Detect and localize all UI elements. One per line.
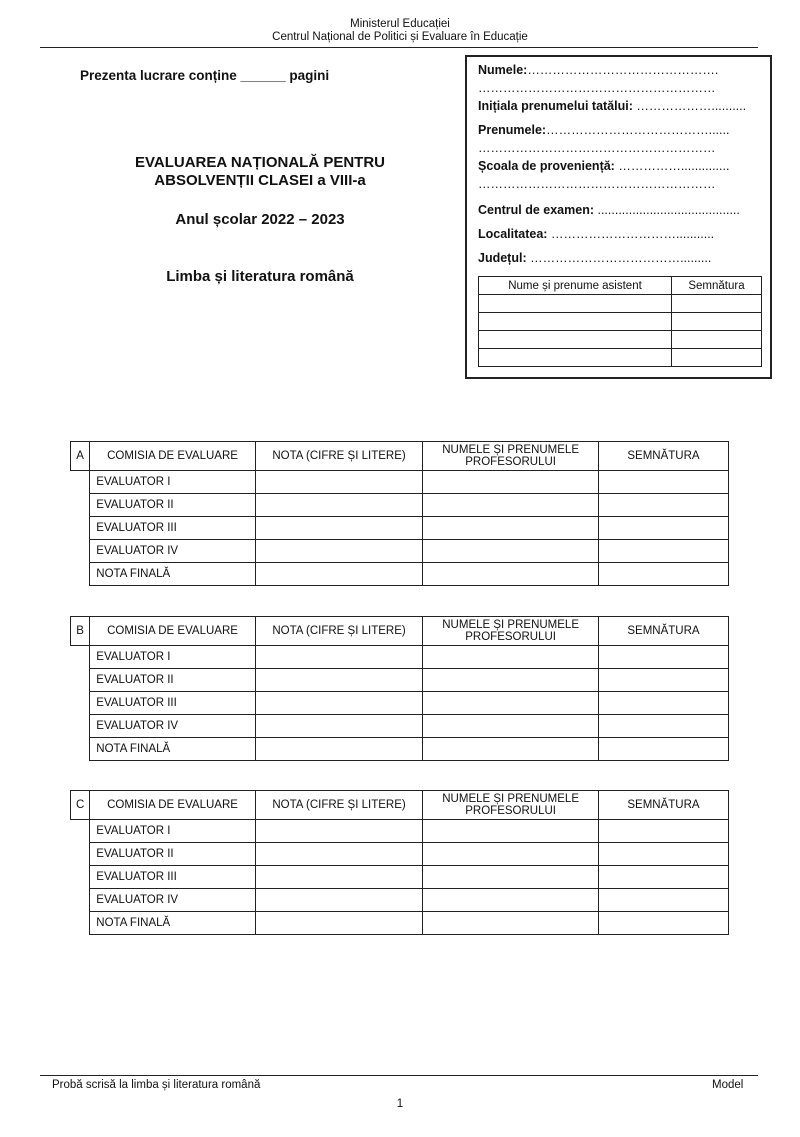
signature-cell[interactable] bbox=[598, 715, 728, 738]
evaluator-label: NOTA FINALĂ bbox=[90, 912, 256, 935]
field-judetul[interactable] bbox=[478, 251, 711, 265]
field-centrul-label: Centrul de examen: bbox=[478, 203, 595, 217]
table-row bbox=[71, 866, 729, 889]
table-row bbox=[71, 843, 729, 866]
evaluation-table bbox=[70, 441, 729, 586]
table-letter: B bbox=[71, 617, 90, 646]
footer-subject: Probă scrisă la limba și literatura română bbox=[52, 1079, 261, 1091]
commission-header: COMISIA DE EVALUARE bbox=[90, 617, 256, 646]
evaluator-label: EVALUATOR III bbox=[90, 517, 256, 540]
table-row bbox=[71, 820, 729, 843]
field-localitatea-dots: …………………………........... bbox=[547, 227, 715, 241]
table-row bbox=[71, 912, 729, 935]
signature-header: SEMNĂTURA bbox=[598, 442, 728, 471]
grade-cell[interactable] bbox=[255, 669, 423, 692]
evaluator-label: EVALUATOR III bbox=[90, 866, 256, 889]
table-row bbox=[71, 889, 729, 912]
exam-title bbox=[40, 154, 480, 190]
table-row bbox=[71, 540, 729, 563]
field-numele[interactable] bbox=[478, 63, 718, 77]
signature-header: SEMNĂTURA bbox=[598, 617, 728, 646]
teacher-name-cell[interactable] bbox=[423, 738, 599, 761]
field-scoala-dots: …………….............. bbox=[614, 159, 730, 173]
signature-header: SEMNĂTURA bbox=[598, 791, 728, 820]
signature-cell[interactable] bbox=[598, 669, 728, 692]
assistant-name-cell[interactable] bbox=[479, 331, 672, 349]
subject-title: Limba și literatura română bbox=[166, 268, 354, 285]
table-letter: C bbox=[71, 791, 90, 820]
field-judetul-label: Județul: bbox=[478, 251, 527, 265]
evaluation-table bbox=[70, 616, 729, 761]
evaluator-label: EVALUATOR IV bbox=[90, 540, 256, 563]
teacher-name-cell[interactable] bbox=[423, 494, 599, 517]
evaluator-label: EVALUATOR II bbox=[90, 843, 256, 866]
field-initiala-label: Inițiala prenumelui tatălui: bbox=[478, 99, 633, 113]
signature-cell[interactable] bbox=[598, 517, 728, 540]
grade-cell[interactable] bbox=[255, 912, 423, 935]
grade-header: NOTA (CIFRE ȘI LITERE) bbox=[255, 442, 423, 471]
commission-header: COMISIA DE EVALUARE bbox=[90, 442, 256, 471]
document-header bbox=[0, 18, 800, 44]
grade-cell[interactable] bbox=[255, 517, 423, 540]
field-initiala[interactable] bbox=[478, 99, 746, 113]
grade-cell[interactable] bbox=[255, 820, 423, 843]
teacher-name-cell[interactable] bbox=[423, 517, 599, 540]
field-centrul[interactable] bbox=[478, 203, 740, 217]
exam-title-line1: EVALUAREA NAȚIONALĂ PENTRU bbox=[135, 154, 385, 171]
grade-cell[interactable] bbox=[255, 738, 423, 761]
spacer-cell bbox=[71, 517, 90, 540]
field-prenumele-dots: …………………………………...... bbox=[546, 123, 730, 137]
commission-header: COMISIA DE EVALUARE bbox=[90, 791, 256, 820]
assistant-signature-cell[interactable] bbox=[672, 295, 762, 313]
evaluator-label: NOTA FINALĂ bbox=[90, 563, 256, 586]
evaluator-label: EVALUATOR III bbox=[90, 692, 256, 715]
teacher-name-cell[interactable] bbox=[423, 646, 599, 669]
field-localitatea-label: Localitatea: bbox=[478, 227, 548, 241]
teacher-name-header: NUMELE ȘI PRENUMELE PROFESORULUI bbox=[423, 442, 599, 471]
teacher-name-header: NUMELE ȘI PRENUMELE PROFESORULUI bbox=[423, 791, 599, 820]
assistant-signature-cell[interactable] bbox=[672, 313, 762, 331]
teacher-name-cell[interactable] bbox=[423, 889, 599, 912]
evaluator-label: EVALUATOR I bbox=[90, 820, 256, 843]
field-scoala[interactable] bbox=[478, 159, 729, 173]
spacer-cell bbox=[71, 715, 90, 738]
table-row bbox=[71, 517, 729, 540]
signature-cell[interactable] bbox=[598, 866, 728, 889]
candidate-id-box bbox=[465, 55, 772, 379]
assistant-name-cell[interactable] bbox=[479, 313, 672, 331]
grade-header: NOTA (CIFRE ȘI LITERE) bbox=[255, 791, 423, 820]
signature-cell[interactable] bbox=[598, 692, 728, 715]
grade-cell[interactable] bbox=[255, 692, 423, 715]
signature-cell[interactable] bbox=[598, 563, 728, 586]
assistant-signature-cell[interactable] bbox=[672, 349, 762, 367]
spacer-cell bbox=[71, 889, 90, 912]
evaluation-table bbox=[70, 790, 729, 935]
table-row bbox=[71, 715, 729, 738]
evaluator-label: EVALUATOR I bbox=[90, 471, 256, 494]
grade-cell[interactable] bbox=[255, 471, 423, 494]
field-prenumele-dots2: ………………………………………………… bbox=[478, 141, 716, 155]
table-row bbox=[71, 494, 729, 517]
evaluator-label: EVALUATOR IV bbox=[90, 715, 256, 738]
assistant-signature-cell[interactable] bbox=[672, 331, 762, 349]
spacer-cell bbox=[71, 471, 90, 494]
school-year: Anul școlar 2022 – 2023 bbox=[175, 211, 345, 228]
teacher-name-cell[interactable] bbox=[423, 692, 599, 715]
center-name: Centrul Național de Politici și Evaluare în Educație bbox=[272, 31, 528, 43]
field-numele-label: Numele: bbox=[478, 63, 528, 77]
table-row bbox=[71, 563, 729, 586]
spacer-cell bbox=[71, 646, 90, 669]
ministry-name: Ministerul Educației bbox=[350, 18, 450, 30]
evaluator-label: EVALUATOR II bbox=[90, 494, 256, 517]
signature-cell[interactable] bbox=[598, 820, 728, 843]
spacer-cell bbox=[71, 540, 90, 563]
evaluator-label: EVALUATOR I bbox=[90, 646, 256, 669]
spacer-cell bbox=[71, 494, 90, 517]
spacer-cell bbox=[71, 912, 90, 935]
grade-cell[interactable] bbox=[255, 866, 423, 889]
evaluator-label: NOTA FINALĂ bbox=[90, 738, 256, 761]
field-scoala-cont[interactable] bbox=[478, 177, 716, 191]
table-row bbox=[71, 692, 729, 715]
grade-header: NOTA (CIFRE ȘI LITERE) bbox=[255, 617, 423, 646]
field-numele-cont[interactable] bbox=[478, 81, 716, 95]
signature-cell[interactable] bbox=[598, 494, 728, 517]
assistant-name-cell[interactable] bbox=[479, 349, 672, 367]
signature-cell[interactable] bbox=[598, 471, 728, 494]
teacher-name-cell[interactable] bbox=[423, 540, 599, 563]
table-row bbox=[71, 738, 729, 761]
teacher-name-cell[interactable] bbox=[423, 715, 599, 738]
footer-divider bbox=[40, 1075, 758, 1076]
grade-cell[interactable] bbox=[255, 843, 423, 866]
grade-cell[interactable] bbox=[255, 889, 423, 912]
header-divider bbox=[40, 47, 758, 48]
teacher-name-cell[interactable] bbox=[423, 912, 599, 935]
teacher-name-cell[interactable] bbox=[423, 820, 599, 843]
field-numele-dots2: ………………………………………………… bbox=[478, 81, 716, 95]
field-localitatea[interactable] bbox=[478, 227, 714, 241]
field-scoala-dots2: ………………………………………………… bbox=[478, 177, 716, 191]
signature-cell[interactable] bbox=[598, 889, 728, 912]
spacer-cell bbox=[71, 843, 90, 866]
page-number: 1 bbox=[396, 1098, 404, 1110]
assistant-table bbox=[478, 276, 762, 367]
teacher-name-cell[interactable] bbox=[423, 843, 599, 866]
teacher-name-cell[interactable] bbox=[423, 669, 599, 692]
grade-cell[interactable] bbox=[255, 715, 423, 738]
signature-cell[interactable] bbox=[598, 843, 728, 866]
grade-cell[interactable] bbox=[255, 646, 423, 669]
signature-cell[interactable] bbox=[598, 646, 728, 669]
grade-cell[interactable] bbox=[255, 540, 423, 563]
assistant-signature-header: Semnătura bbox=[672, 277, 762, 295]
grade-cell[interactable] bbox=[255, 563, 423, 586]
evaluator-label: EVALUATOR IV bbox=[90, 889, 256, 912]
teacher-name-cell[interactable] bbox=[423, 866, 599, 889]
field-numele-dots: ………………………………………. bbox=[527, 63, 719, 77]
assistant-name-header: Nume și prenume asistent bbox=[479, 277, 672, 295]
field-prenumele-label: Prenumele: bbox=[478, 123, 547, 137]
spacer-cell bbox=[71, 738, 90, 761]
teacher-name-header: NUMELE ȘI PRENUMELE PROFESORULUI bbox=[423, 617, 599, 646]
pages-note: Prezenta lucrare conține ______ pagini bbox=[80, 68, 330, 83]
assistant-name-cell[interactable] bbox=[479, 295, 672, 313]
footer-model: Model bbox=[712, 1079, 744, 1091]
grade-cell[interactable] bbox=[255, 494, 423, 517]
spacer-cell bbox=[71, 866, 90, 889]
teacher-name-cell[interactable] bbox=[423, 471, 599, 494]
signature-cell[interactable] bbox=[598, 738, 728, 761]
field-scoala-label: Școala de proveniență: bbox=[478, 159, 615, 173]
spacer-cell bbox=[71, 692, 90, 715]
teacher-name-cell[interactable] bbox=[423, 563, 599, 586]
evaluator-label: EVALUATOR II bbox=[90, 669, 256, 692]
field-centrul-dots: ......................................... bbox=[594, 203, 740, 217]
spacer-cell bbox=[71, 669, 90, 692]
field-prenumele[interactable] bbox=[478, 123, 729, 137]
table-row bbox=[71, 646, 729, 669]
exam-title-line2: ABSOLVENȚII CLASEI a VIII-a bbox=[154, 172, 366, 189]
spacer-cell bbox=[71, 820, 90, 843]
table-letter: A bbox=[71, 442, 90, 471]
signature-cell[interactable] bbox=[598, 912, 728, 935]
field-prenumele-cont[interactable] bbox=[478, 141, 716, 155]
table-row bbox=[71, 471, 729, 494]
signature-cell[interactable] bbox=[598, 540, 728, 563]
spacer-cell bbox=[71, 563, 90, 586]
field-initiala-dots: ……………….......... bbox=[632, 99, 747, 113]
field-judetul-dots: ………………………………......... bbox=[526, 251, 712, 265]
table-row bbox=[71, 669, 729, 692]
